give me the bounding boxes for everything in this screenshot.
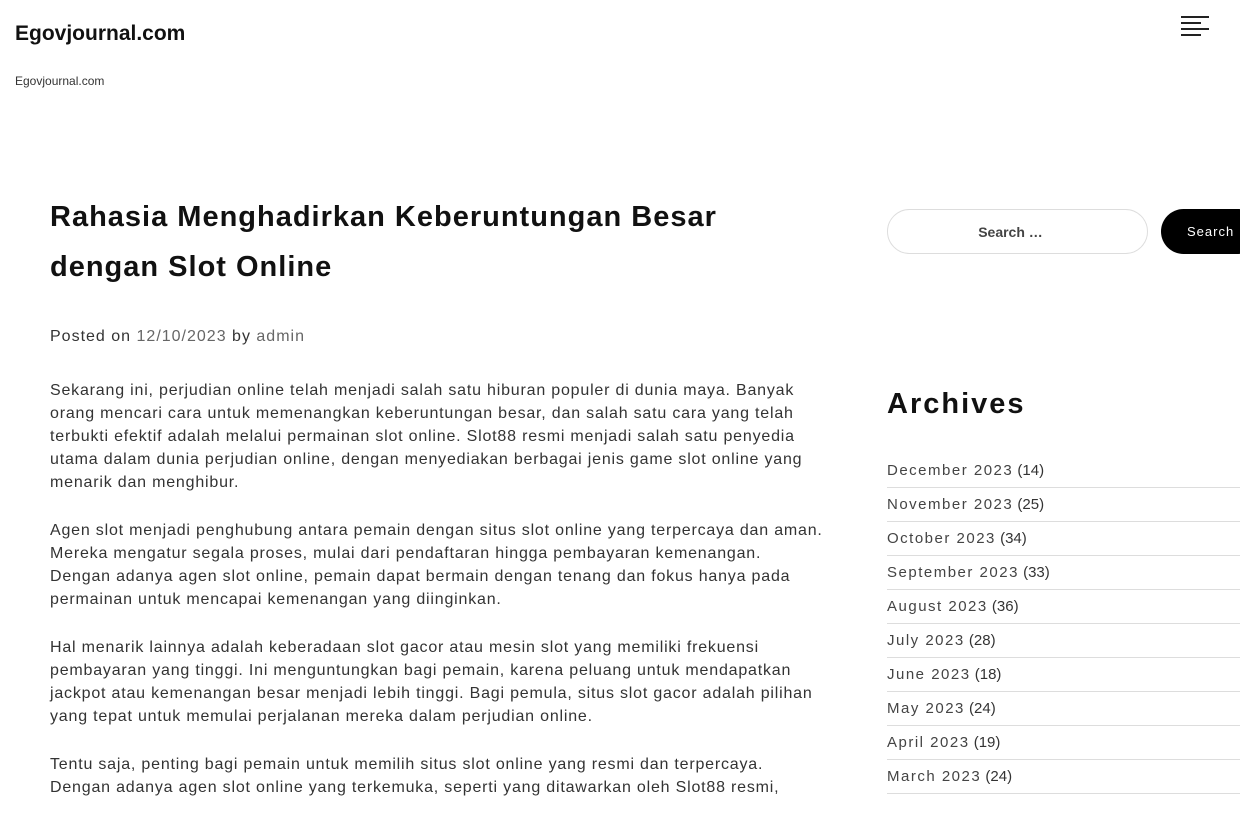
post-paragraph: Agen slot menjadi penghubung antara pemain dengan situs slot online yang terpercaya dan aman. Mereka mengatur segala proses, mulai dari pendaftaran hingga pembayaran kemenangan. Dengan adanya agen slot online, pemain dapat bermain dengan tenang dan fokus hanya pada permainan untuk mencapai kemenangan yang diinginkan. bbox=[50, 522, 823, 608]
site-description: Egovjournal.com bbox=[15, 74, 105, 88]
entry-meta bbox=[50, 328, 305, 346]
archive-item bbox=[887, 658, 1240, 692]
by-label: by bbox=[232, 328, 251, 345]
hamburger-menu-icon[interactable] bbox=[1181, 16, 1209, 38]
archive-link[interactable]: August 2023 bbox=[887, 598, 988, 615]
archive-link[interactable]: March 2023 bbox=[887, 768, 982, 785]
search-input[interactable] bbox=[887, 209, 1148, 254]
archive-item bbox=[887, 488, 1240, 522]
archive-count: (28) bbox=[968, 632, 996, 649]
archive-link[interactable]: November 2023 bbox=[887, 496, 1014, 513]
archive-item bbox=[887, 522, 1240, 556]
archive-link[interactable]: April 2023 bbox=[887, 734, 970, 751]
archive-item bbox=[887, 556, 1240, 590]
archive-link[interactable]: September 2023 bbox=[887, 564, 1019, 581]
archive-count: (24) bbox=[985, 768, 1013, 785]
post-paragraph: Sekarang ini, perjudian online telah menjadi salah satu hiburan populer di dunia maya. Banyak orang mencari cara untuk memenangkan keberuntungan besar, dan salah satu cara yang telah terbukti efektif adalah melalui permainan slot online. Slot88 resmi menjadi salah satu penyedia utama dalam dunia perjudian online, dengan menyediakan berbagai jenis game slot online yang menarik dan menghibur. bbox=[50, 382, 803, 491]
archive-item bbox=[887, 624, 1240, 658]
archives-title: Archives bbox=[887, 388, 1026, 420]
archives-list bbox=[887, 454, 1240, 794]
archive-item bbox=[887, 726, 1240, 760]
post-content bbox=[50, 379, 825, 824]
archive-count: (19) bbox=[973, 734, 1001, 751]
archive-item bbox=[887, 760, 1240, 794]
archive-count: (36) bbox=[991, 598, 1019, 615]
site-title[interactable]: Egovjournal.com bbox=[15, 22, 186, 45]
archive-link[interactable]: June 2023 bbox=[887, 666, 971, 683]
post-paragraph: Hal menarik lainnya adalah keberadaan slot gacor atau mesin slot yang memiliki frekuensi pembayaran yang tinggi. Ini menguntungkan bagi pemain, karena peluang untuk mendapatkan jackpot atau kemenangan besar menjadi lebih tinggi. Bagi pemula, situs slot gacor adalah pilihan yang tepat untuk memulai perjalanan mereka dalam perjudian online. bbox=[50, 639, 813, 725]
posted-on-label: Posted on bbox=[50, 328, 132, 345]
post-date-link[interactable]: 12/10/2023 bbox=[136, 328, 227, 345]
archive-count: (34) bbox=[1000, 530, 1027, 547]
archive-count: (33) bbox=[1023, 564, 1050, 581]
archive-count: (14) bbox=[1017, 462, 1045, 479]
post-title: Rahasia Menghadirkan Keberuntungan Besar dengan Slot Online bbox=[50, 201, 717, 283]
search-button[interactable]: Search bbox=[1161, 209, 1240, 254]
archive-item bbox=[887, 590, 1240, 624]
post-paragraph: Tentu saja, penting bagi pemain untuk memilih situs slot online yang resmi dan terpercaya. Dengan adanya agen slot online yang terkemuka, seperti yang ditawarkan oleh Slot88 resmi, bbox=[50, 756, 780, 796]
archive-count: (18) bbox=[974, 666, 1002, 683]
archive-link[interactable]: July 2023 bbox=[887, 632, 965, 649]
archive-item bbox=[887, 692, 1240, 726]
archive-link[interactable]: May 2023 bbox=[887, 700, 965, 717]
archive-item bbox=[887, 454, 1240, 488]
archive-count: (24) bbox=[969, 700, 996, 717]
archive-link[interactable]: December 2023 bbox=[887, 462, 1014, 479]
archive-count: (25) bbox=[1017, 496, 1045, 513]
archive-link[interactable]: October 2023 bbox=[887, 530, 996, 547]
author-link[interactable]: admin bbox=[256, 328, 305, 345]
